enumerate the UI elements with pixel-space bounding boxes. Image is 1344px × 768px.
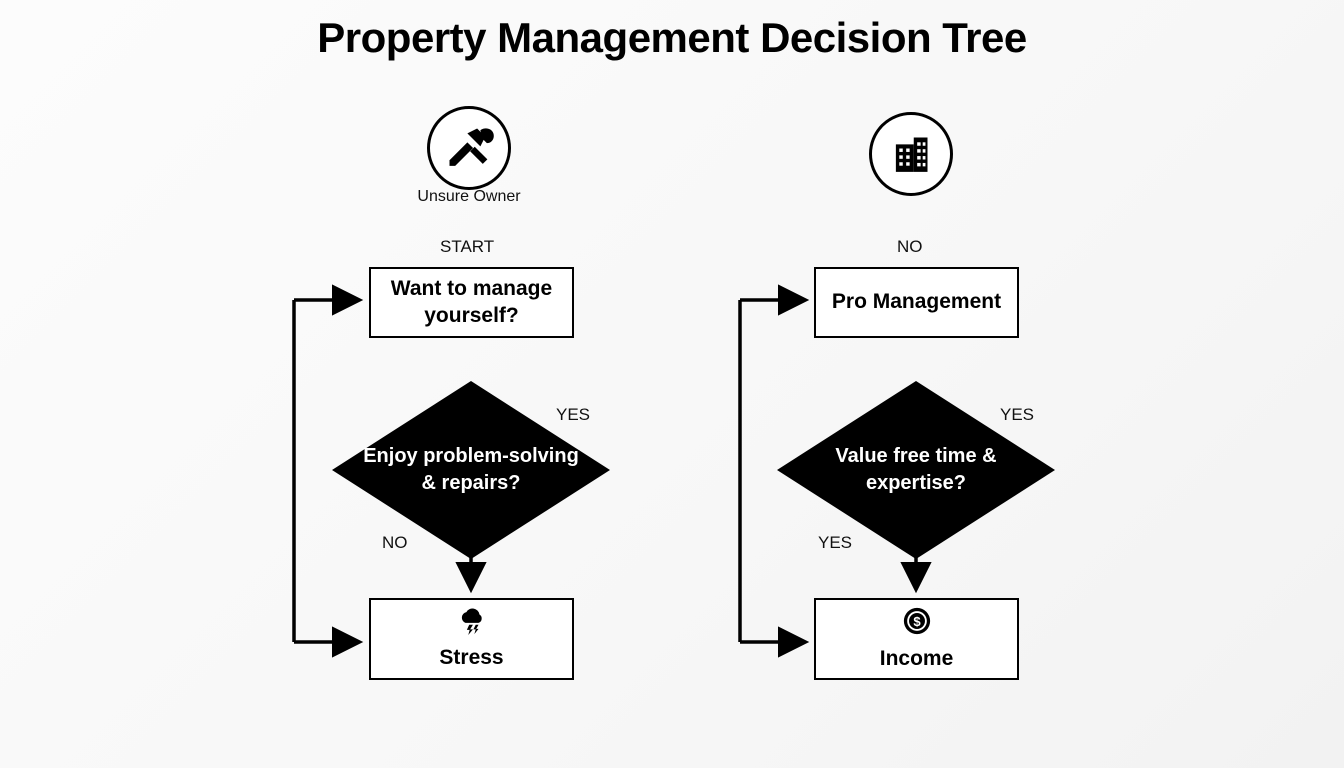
edge-label-yes-right: YES [1000,405,1035,424]
icon-caption-unsure-owner: Unsure Owner [417,188,521,205]
dollar-coin-icon [902,606,932,643]
node-label: Stress [439,645,504,669]
hammer-wrench-icon [427,106,511,190]
edge-label-start-right: NO [897,237,923,256]
node-label: Want to manage yourself? [390,277,553,327]
node-outcome-stress[interactable] [369,598,574,680]
svg-text:$: $ [912,614,921,630]
node-want-to-manage-yourself[interactable] [369,267,574,338]
node-pro-management[interactable] [814,267,1019,338]
page-title: Property Management Decision Tree [317,14,1027,61]
edge-label-yes2-right: YES [818,533,853,552]
edge-label-no-left: NO [382,533,408,552]
node-label: Value free time & expertise? [835,445,997,494]
office-building-icon [869,112,953,196]
node-label: Pro Management [831,290,1002,314]
storm-cloud-icon [457,607,487,642]
node-outcome-income[interactable] [814,598,1019,680]
edge-label-start-left: START [440,237,495,256]
node-label: Income [879,646,954,670]
edge-label-yes-left: YES [556,405,591,424]
node-label: Enjoy problem-solving & repairs? [363,445,579,494]
